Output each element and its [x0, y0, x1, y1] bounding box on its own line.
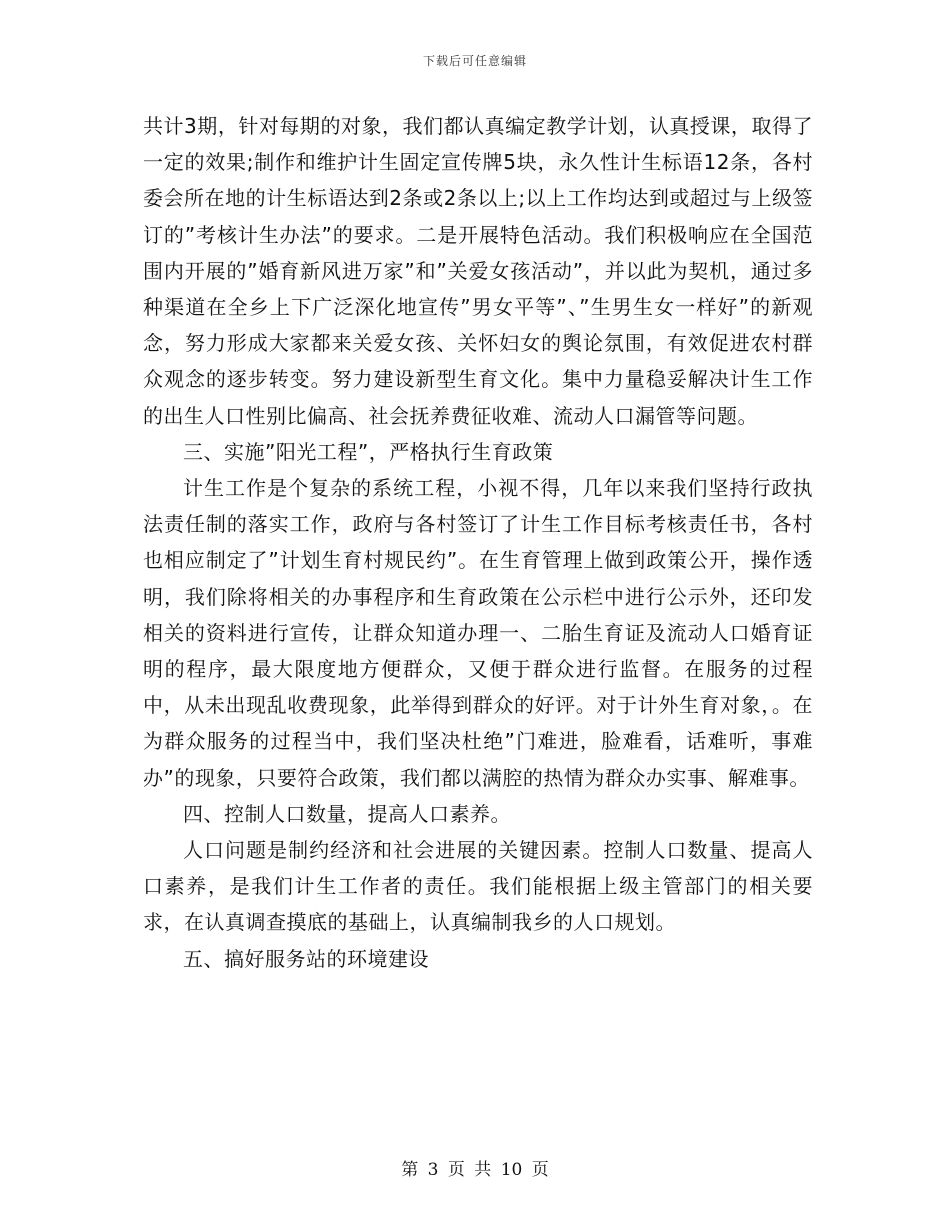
section-heading-4: 四、控制人口数量，提高人口素养。 [183, 801, 511, 826]
section-heading-3: 三、实施”阳光工程”，严格执行生育政策 [183, 439, 554, 464]
paragraph-section-3: 计生工作是个复杂的系统工程，小视不得，几年以来我们坚持行政执法责任制的落实工作，政府与各村签订了计生工作目标考核责任书，各村也相应制定了”计划生育村规民约”。在生育管理上做到政策公开，操作透明，我们除将相关的办事程序和生育政策在公示栏中进行公示外，还印发相关的资料进行宣传，让群众知道办理一、二胎生育证及流动人口婚育证明的程序，最大限度地方便群众，又便于群众进行监督。在服务的过程中，从未出现乱收费现象，此举得到群众的好评。对于计外生育对象，。在为群众服务的过程当中，我们坚决杜绝”门难进，脸难看，话难听，事难办”的现象，只要符合政策，我们都以满腔的热情为群众办实事、解难事。 [143, 476, 813, 790]
page-header: 下载后可任意编辑 [422, 54, 527, 68]
paragraph-continuation: 共计3期，针对每期的对象，我们都认真编定教学计划，认真授课，取得了一定的效果;制作和维护计生固定宣传牌5块，永久性计生标语12条，各村委会所在地的计生标语达到2条或2条以上;以上工作均达到或超过与上级签订的”考核计生办法”的要求。二是开展特色活动。我们积极响应在全国范围内开展的”婚育新风进万家”和”关爱女孩活动”，并以此为契机，通过多种渠道在全乡上下广泛深化地宣传”男女平等”、”生男生女一样好”的新观念，努力形成大家都来关爱女孩、关怀妇女的舆论氛围，有效促进农村群众观念的逐步转变。努力建设新型生育文化。集中力量稳妥解决计生工作的出生人口性别比偏高、社会抚养费征收难、流动人口漏管等问题。 [143, 114, 813, 428]
section-heading-5: 五、搞好服务站的环境建设 [183, 946, 429, 971]
paragraph-section-4: 人口问题是制约经济和社会进展的关键因素。控制人口数量、提高人口素养，是我们计生工作者的责任。我们能根据上级主管部门的相关要求，在认真调查摸底的基础上，认真编制我乡的人口规划。 [143, 838, 813, 935]
page-footer: 第 3 页 共 10 页 [401, 1160, 549, 1180]
document-body [143, 108, 813, 977]
